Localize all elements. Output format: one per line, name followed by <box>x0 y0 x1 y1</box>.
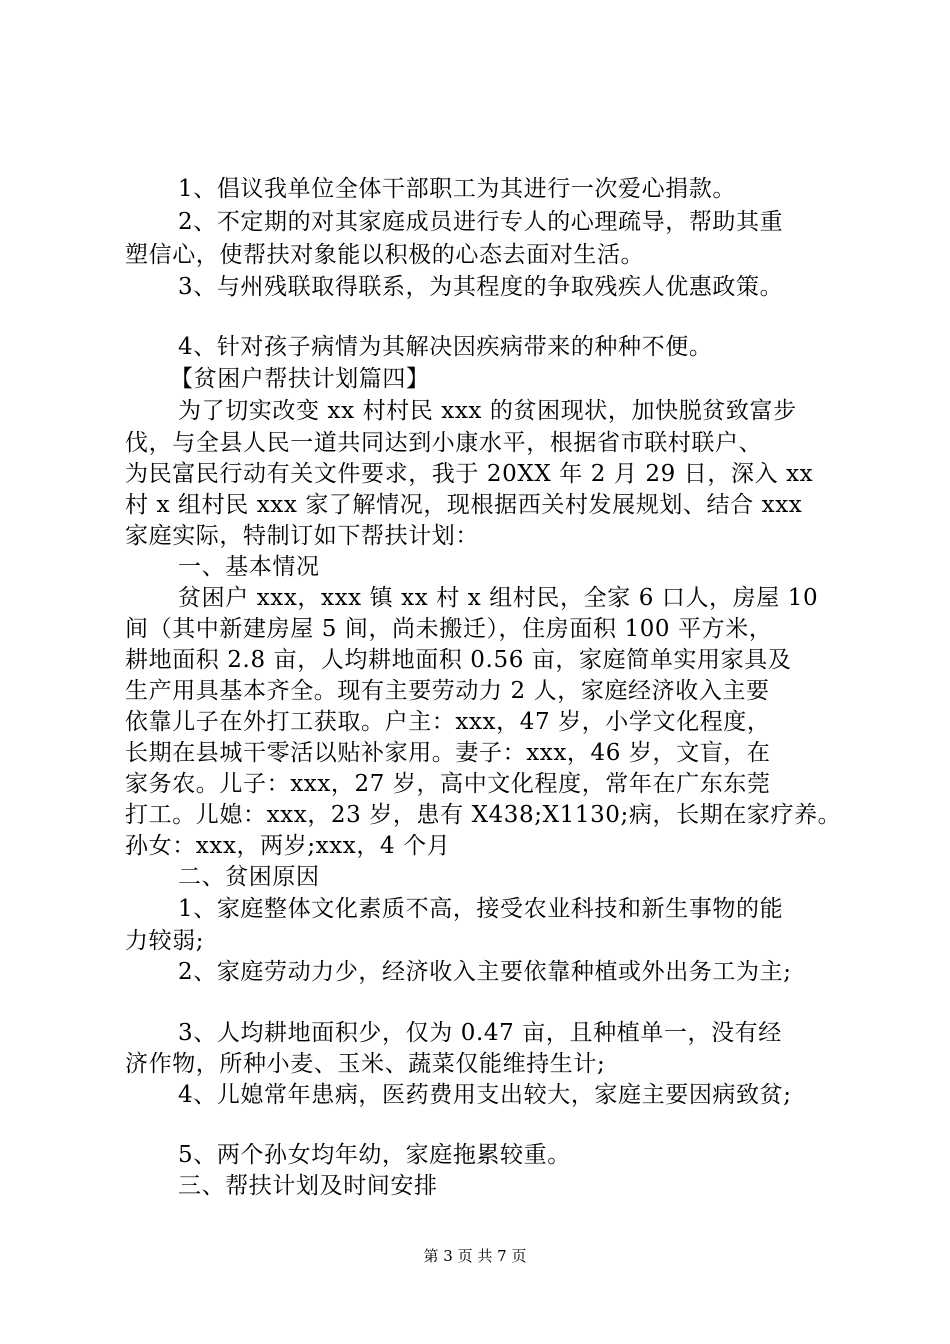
text-line-5: 4、针对孩子病情为其解决因疾病带来的种种不便。 <box>178 334 713 360</box>
text-line-27: 济作物，所种小麦、玉米、蔬菜仅能维持生计; <box>125 1051 606 1077</box>
text-line-28: 4、儿媳常年患病，医药费用支出较大，家庭主要因病致贫; <box>178 1082 792 1108</box>
text-line-18: 长期在县城干零活以贴补家用。妻子：xxx，46 岁，文盲，在 <box>125 740 771 766</box>
subheading-basic-info: 一、基本情况 <box>178 554 320 580</box>
text-line-11: 家庭实际，特制订如下帮扶计划： <box>125 523 479 549</box>
text-line-2: 2、不定期的对其家庭成员进行专人的心理疏导，帮助其重 <box>178 209 784 235</box>
text-line-20: 打工。儿媳：xxx，23 岁，患有 X438;X1130;病，长期在家疗养。 <box>125 802 842 828</box>
text-line-25: 2、家庭劳动力少，经济收入主要依靠种植或外出务工为主; <box>178 959 792 985</box>
text-line-1: 1、倡议我单位全体干部职工为其进行一次爱心捐款。 <box>178 176 737 202</box>
text-line-9: 为民富民行动有关文件要求，我于 20XX 年 2 月 29 日，深入 xx <box>125 461 814 487</box>
text-line-13: 贫困户 xxx，xxx 镇 xx 村 x 组村民，全家 6 口人，房屋 10 <box>178 585 819 611</box>
page-footer: 第 3 页 共 7 页 <box>423 1247 527 1265</box>
subheading-assistance-plan: 三、帮扶计划及时间安排 <box>178 1173 438 1199</box>
text-line-16: 生产用具基本齐全。现有主要劳动力 2 人，家庭经济收入主要 <box>125 678 770 704</box>
text-line-14: 间（其中新建房屋 5 间，尚未搬迁），住房面积 100 平方米， <box>125 616 773 642</box>
text-line-26: 3、人均耕地面积少，仅为 0.47 亩，且种植单一，没有经 <box>178 1020 782 1046</box>
text-line-19: 家务农。儿子：xxx，27 岁，高中文化程度，常年在广东东莞 <box>125 771 771 797</box>
section-heading-4: 【贫困户帮扶计划篇四】 <box>170 366 430 392</box>
text-line-23: 1、家庭整体文化素质不高，接受农业科技和新生事物的能 <box>178 896 784 922</box>
text-line-10: 村 x 组村民 xxx 家了解情况，现根据西关村发展规划、结合 xxx <box>125 492 803 518</box>
text-line-7: 为了切实改变 xx 村村民 xxx 的贫困现状，加快脱贫致富步 <box>178 398 797 424</box>
subheading-poverty-causes: 二、贫困原因 <box>178 864 320 890</box>
text-line-24: 力较弱; <box>125 928 205 954</box>
text-line-29: 5、两个孙女均年幼，家庭拖累较重。 <box>178 1142 571 1168</box>
text-line-8: 伐，与全县人民一道共同达到小康水平，根据省市联村联户、 <box>125 430 763 456</box>
text-line-4: 3、与州残联取得联系，为其程度的争取残疾人优惠政策。 <box>178 274 784 300</box>
text-line-17: 依靠儿子在外打工获取。户主：xxx，47 岁，小学文化程度， <box>125 709 771 735</box>
text-line-15: 耕地面积 2.8 亩，人均耕地面积 0.56 亩，家庭简单实用家具及 <box>125 647 792 673</box>
text-line-3: 塑信心，使帮扶对象能以积极的心态去面对生活。 <box>125 242 645 268</box>
text-line-21: 孙女：xxx，两岁;xxx，4 个月 <box>125 833 451 859</box>
